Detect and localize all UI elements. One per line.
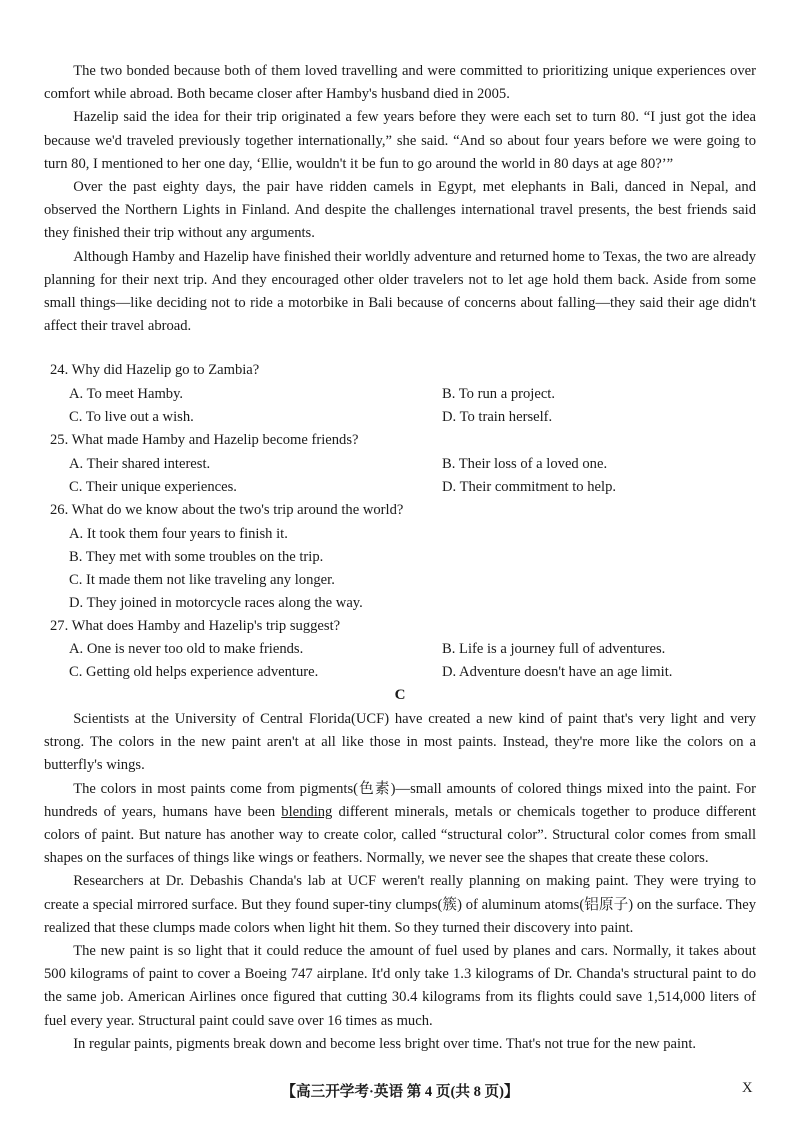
passage-c-paragraph-4: The new paint is so light that it could reduce the amount of fuel used by planes and cars. Normally, it takes about 500 kilograms of paint to cover a Boeing 747 airplane. It'd only take 1.3 kilograms of Dr. Chanda's structural paint to do the same job. American Airlines once figured that cutting 30.4 kilograms from its flights could save 1,514,000 liters of fuel every year. Structural paint could save over 16 times as much. — [44, 943, 756, 1029]
question-24-option-b[interactable]: B. To run a project. — [442, 386, 556, 402]
passage-b-paragraph-2: Hazelip said the idea for their trip originated a few years before they were each set to turn 80. “I just got the idea because we'd traveled previously together internationally,” she said. “And so about four years before we were going to turn 80, I mentioned to her one day, ‘Ellie, wouldn't it be fun to go around the world in 80 days at age 80?’” — [44, 109, 756, 172]
footer-mark: X — [742, 1080, 753, 1096]
underlined-word-blending: blending — [281, 803, 333, 820]
question-26-option-a[interactable]: A. It took them four years to finish it. — [69, 526, 288, 542]
passage-c-paragraph-5: In regular paints, pigments break down and become less bright over time. That's not true for the new paint. — [73, 1035, 697, 1052]
question-26-stem: 26. What do we know about the two's trip around the world? — [50, 502, 404, 518]
passage-c-paragraph-1: Scientists at the University of Central Florida(UCF) have created a new kind of paint that's very light and very strong. The colors in the new paint aren't at all like those in most paints. Instead, they're more like the colors on a butterfly's wings. — [44, 711, 756, 774]
question-27-stem: 27. What does Hamby and Hazelip's trip suggest? — [50, 618, 341, 634]
footer-page-info: 【高三开学考·英语 第 4 页(共 8 页)】 — [281, 1084, 519, 1100]
passage-b-paragraph-3: Over the past eighty days, the pair have ridden camels in Egypt, met elephants in Bali, danced in Nepal, and observed the Northern Lights in Finland. And despite the challenges international travel presents, the best friends said they finished their trip without any arguments. — [44, 179, 756, 242]
question-26-option-c[interactable]: C. It made them not like traveling any longer. — [69, 572, 335, 588]
section-c-heading: C — [394, 687, 406, 703]
passage-b-paragraph-4: Although Hamby and Hazelip have finished their worldly adventure and returned home to Texas, the two are already planning for their next trip. And they encouraged other older travelers not to let age hold them back. Aside from some small things—like deciding not to ride a motorbike in Bali because of concerns about falling—they said their age didn't affect their travel abroad. — [44, 248, 756, 335]
passage-b-paragraph-1: The two bonded because both of them loved travelling and were committed to prioritizing unique experiences over comfort while abroad. Both became closer after Hamby's husband died in 2005. — [44, 63, 756, 103]
passage-b — [44, 60, 756, 338]
passage-c-paragraph-2 — [44, 778, 756, 871]
passage-c-paragraph-3: Researchers at Dr. Debashis Chanda's lab at UCF weren't really planning on making paint. They were trying to create a special mirrored surface. But they found super-tiny clumps(簇) of aluminum atoms(铝原子) on the surface. They realized that these clumps made colors when light hit them. So they turned their discovery into paint. — [44, 873, 756, 936]
passage-c-paragraph-2-end: different minerals, metals or chemicals together to produce different colors of paint. But nature has another way to create color, called “structural color”. Structural color comes from small shapes on the surfaces of things like wings or feathers. Normally, we never see the shapes that create these colors. — [44, 803, 756, 867]
question-26-option-d[interactable]: D. They joined in motorcycle races along the way. — [69, 595, 363, 611]
question-24-option-d[interactable]: D. To train herself. — [442, 409, 553, 425]
question-25-stem: 25. What made Hamby and Hazelip become friends? — [50, 432, 359, 448]
question-25-option-a[interactable]: A. Their shared interest. — [69, 456, 211, 472]
question-27-option-d[interactable]: D. Adventure doesn't have an age limit. — [442, 664, 673, 680]
question-25-option-b[interactable]: B. Their loss of a loved one. — [442, 456, 608, 472]
question-26-option-b[interactable]: B. They met with some troubles on the trip. — [69, 549, 324, 565]
question-27-option-c[interactable]: C. Getting old helps experience adventure. — [69, 664, 319, 680]
question-24-option-a[interactable]: A. To meet Hamby. — [69, 386, 184, 402]
passage-c-paragraph-2-start: The colors in most paints come from pigments(色素)—small amounts of colored things mixed into the paint. For hundreds of years, humans have been — [44, 780, 756, 820]
question-24-stem: 24. Why did Hazelip go to Zambia? — [50, 362, 260, 378]
passage-c — [44, 708, 756, 1056]
question-25-option-d[interactable]: D. Their commitment to help. — [442, 479, 617, 495]
question-25-option-c[interactable]: C. Their unique experiences. — [69, 479, 237, 495]
question-24-option-c[interactable]: C. To live out a wish. — [69, 409, 194, 425]
question-27-option-b[interactable]: B. Life is a journey full of adventures. — [442, 641, 666, 657]
question-27-option-a[interactable]: A. One is never too old to make friends. — [69, 641, 304, 657]
